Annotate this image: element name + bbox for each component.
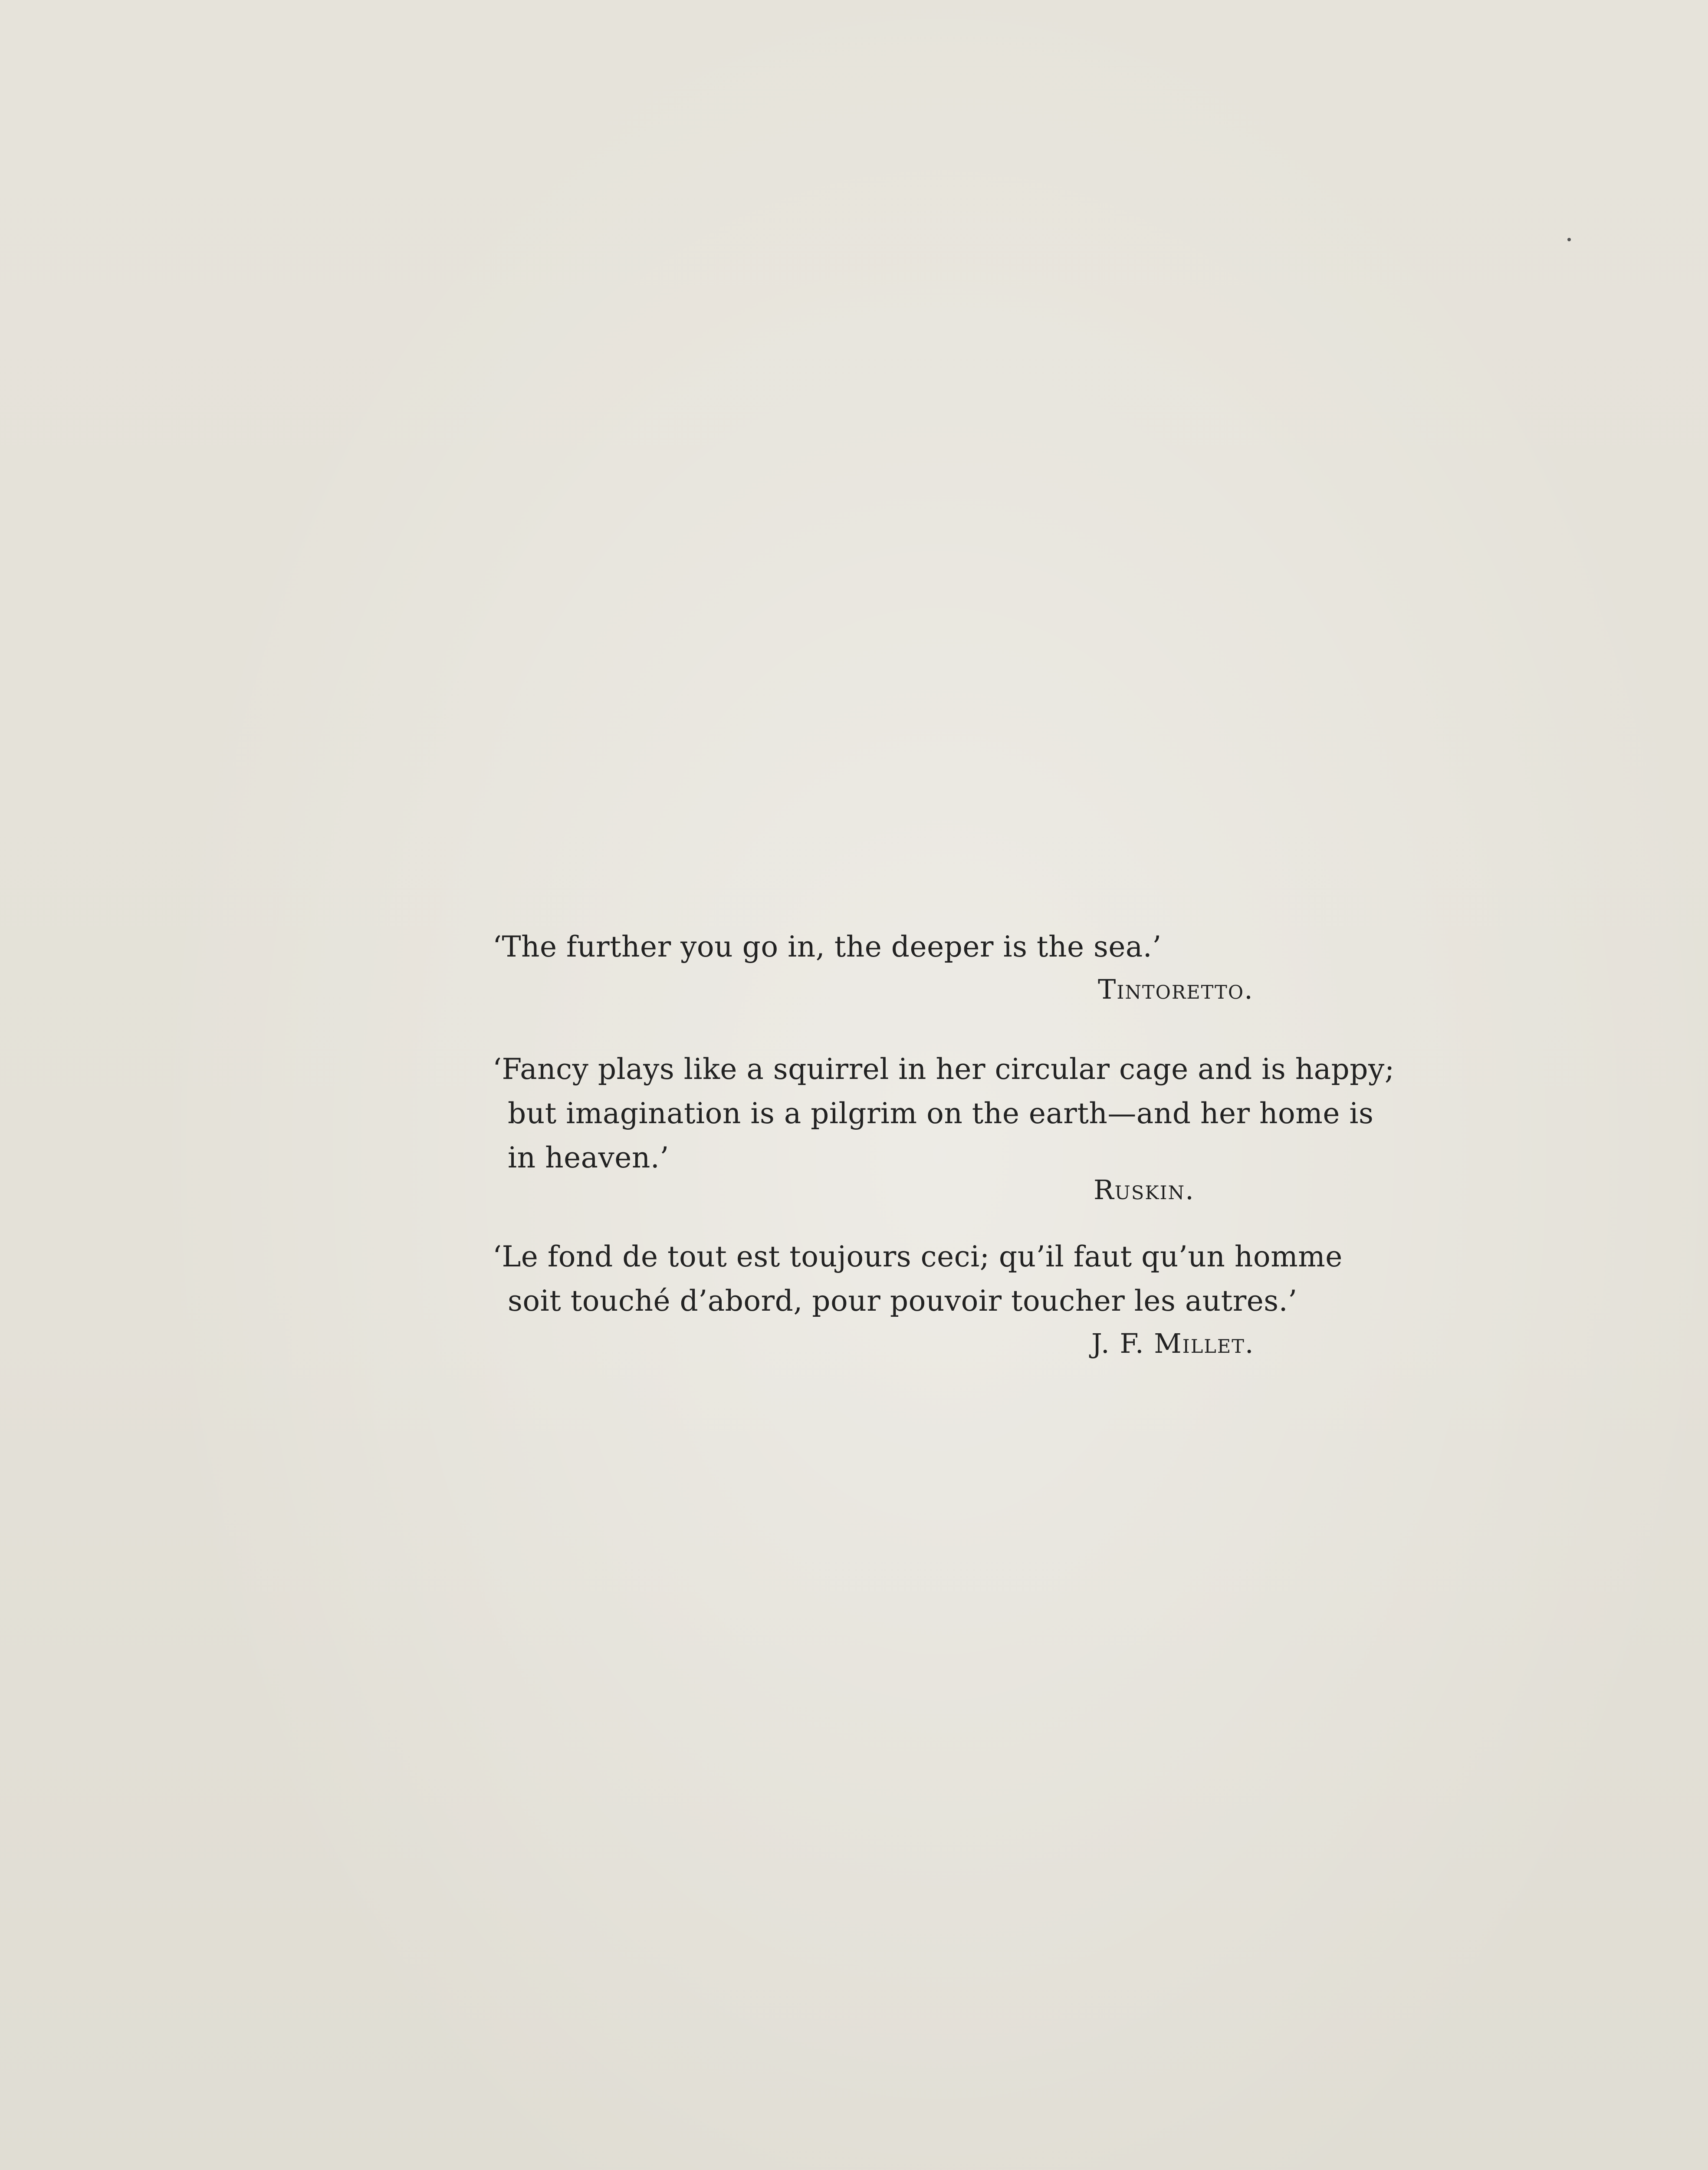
quote-2-line-3: in heaven.’ [508,1141,669,1174]
quote-2-line-2: but imagination is a pilgrim on the earth—and her home is [508,1097,1374,1130]
quote-3-line-1: ‘Le fond de tout est toujours ceci; qu’il faut qu’un homme [493,1240,1343,1273]
quote-3-line-2: soit touché d’abord, pour pouvoir toucher les autres.’ [508,1284,1297,1318]
quote-2-attribution: Ruskin. [1094,1174,1195,1206]
quote-2-line-1: ‘Fancy plays like a squirrel in her circular cage and is happy; [493,1052,1395,1086]
quote-1-attribution: Tintoretto. [1098,973,1254,1005]
paper-speck [1567,238,1571,241]
quote-3-attribution: J. F. Millet. [1091,1328,1255,1359]
quote-1-line-1: ‘The further you go in, the deeper is the sea.’ [493,930,1162,963]
